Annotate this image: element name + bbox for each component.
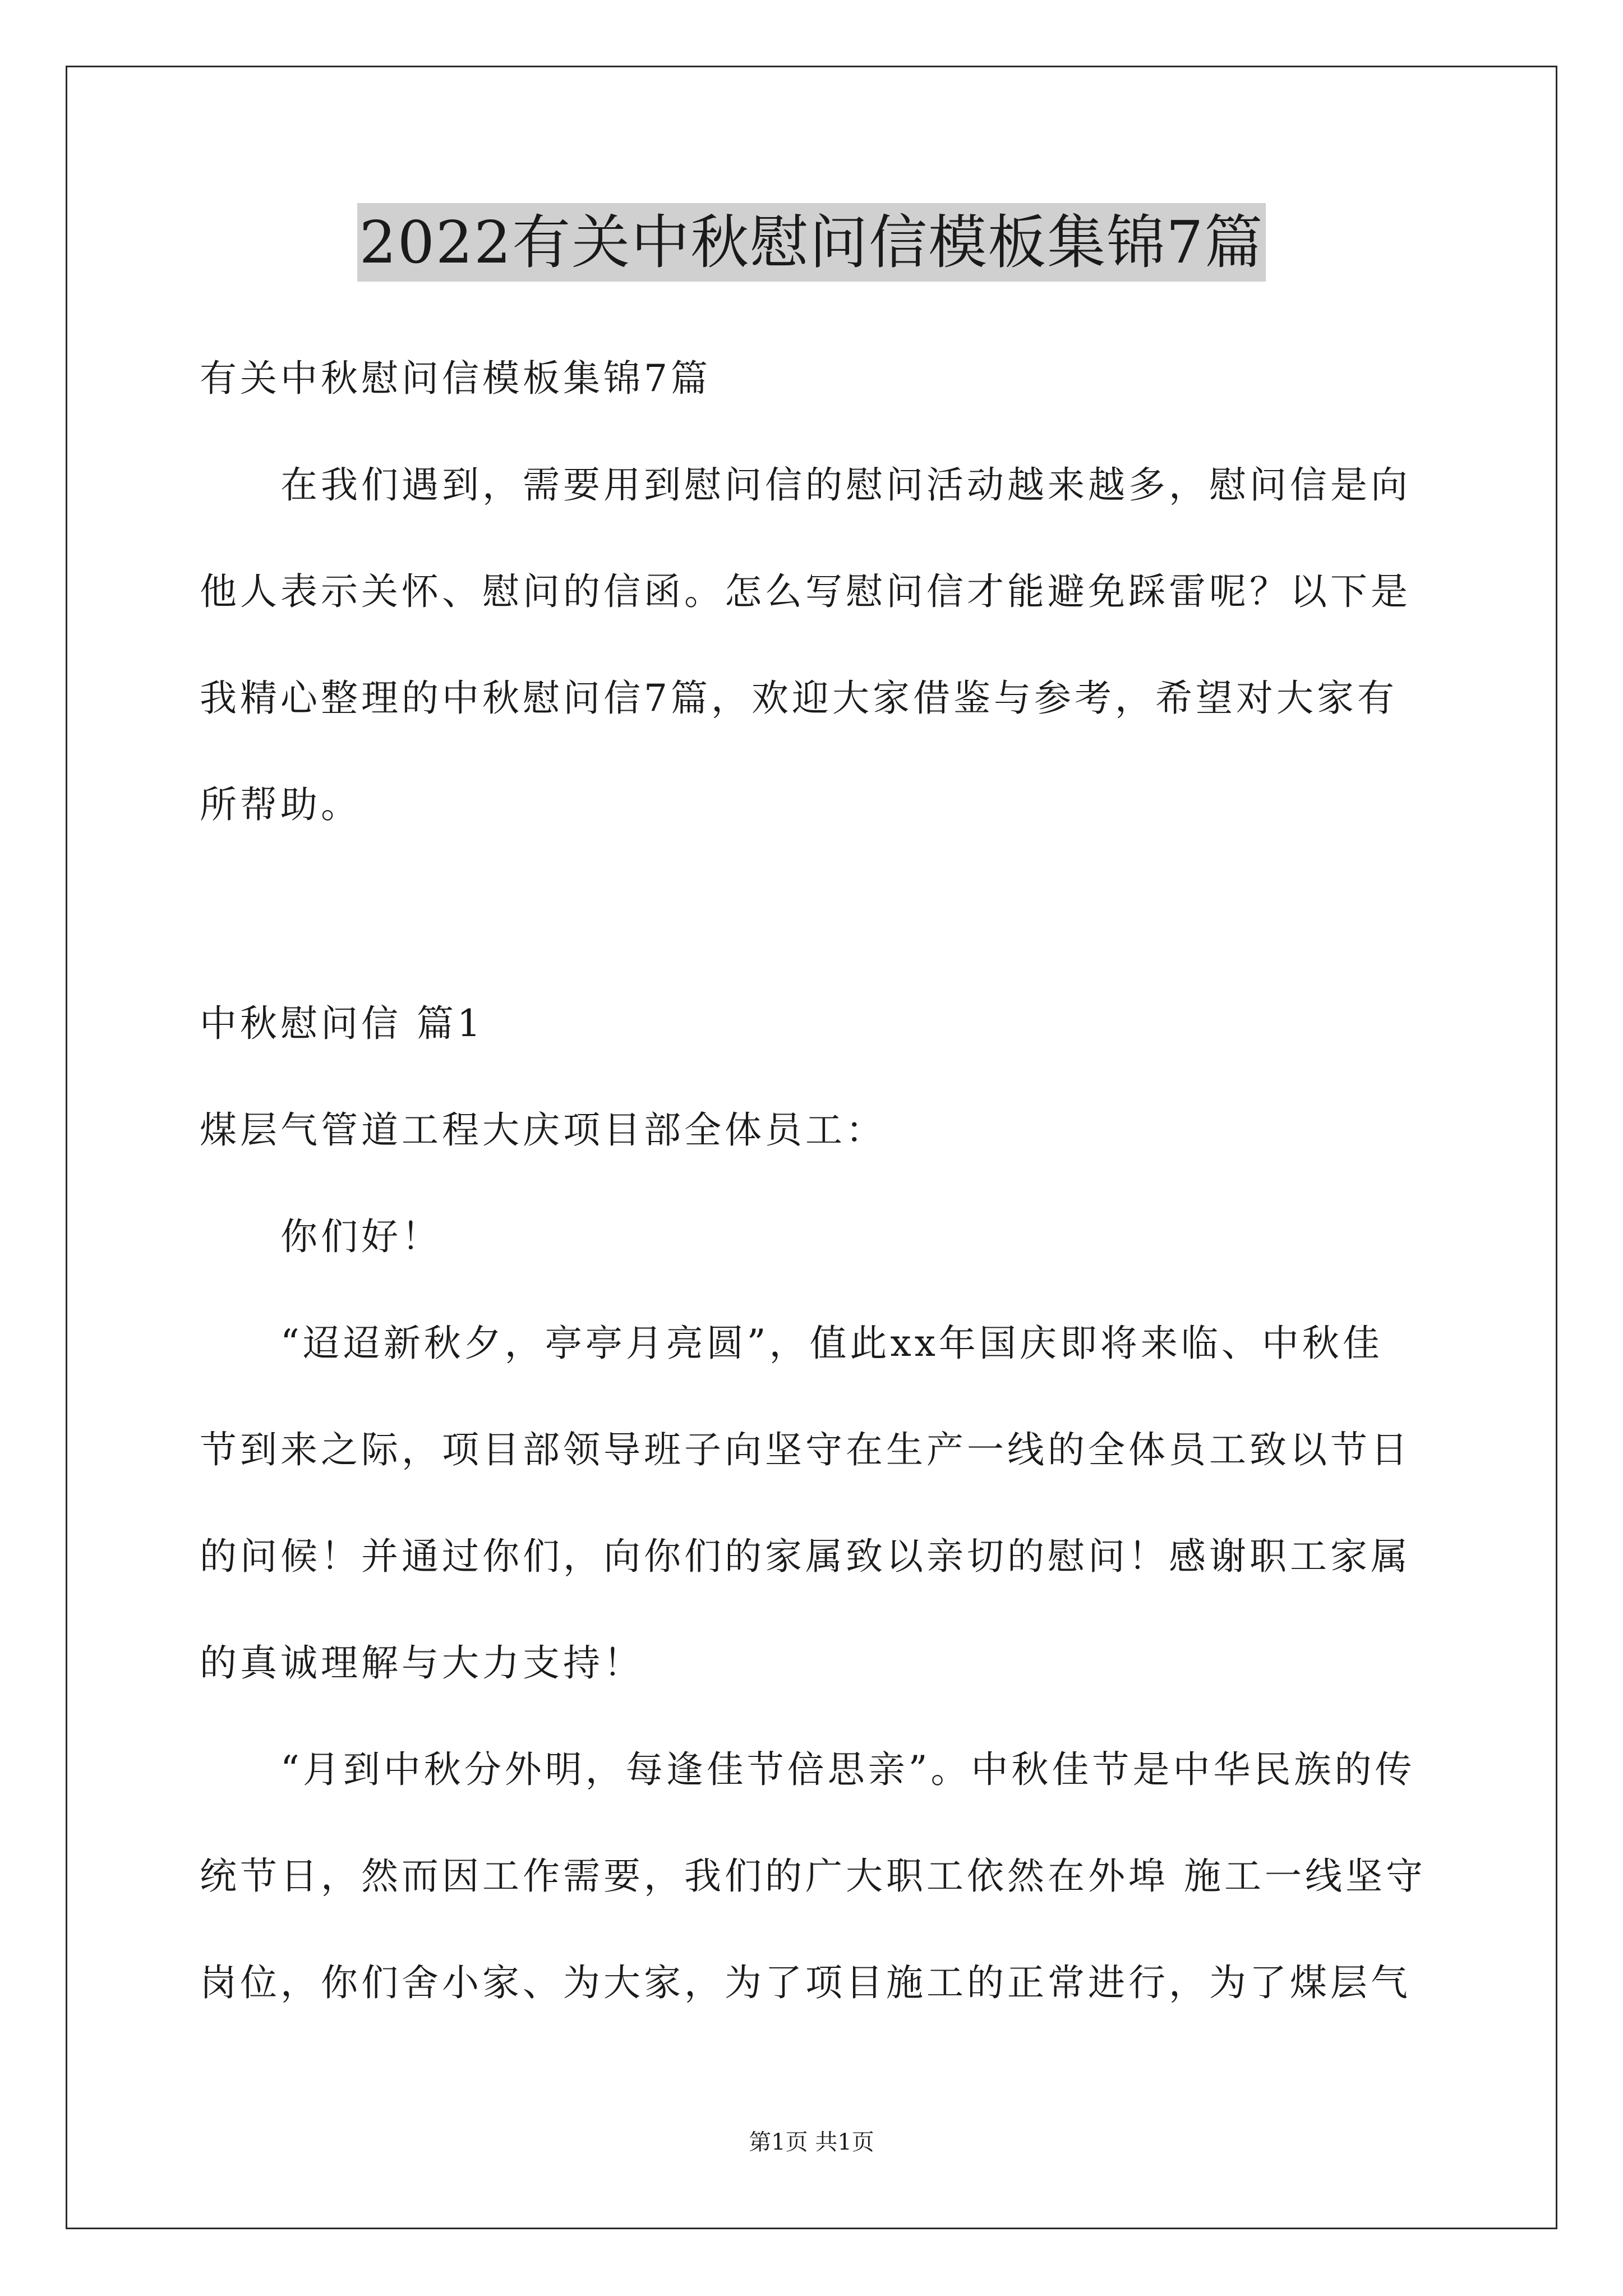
salutation: 煤层气管道工程大庆项目部全体员工： xyxy=(200,1108,886,1152)
intro-line: 所帮助。 xyxy=(200,783,361,826)
intro-line: 我精心整理的中秋慰问信7篇，欢迎大家借鉴与参考，希望对大家有 xyxy=(200,677,1398,720)
paragraph-line: “迢迢新秋夕，亭亭月亮圆”，值此xx年国庆即将来临、中秋佳 xyxy=(280,1322,1383,1365)
paragraph-line: 岗位，你们舍小家、为大家，为了项目施工的正常进行，为了煤层气 xyxy=(200,1961,1411,2004)
page-footer: 第1页 共1页 xyxy=(749,2129,874,2155)
greeting: 你们好！ xyxy=(280,1215,442,1258)
paragraph-line: 的问候！并通过你们，向你们的家属致以亲切的慰问！感谢职工家属 xyxy=(200,1535,1411,1578)
intro-line: 在我们遇到，需要用到慰问信的慰问活动越来越多，慰问信是向 xyxy=(280,463,1411,507)
intro-line: 他人表示关怀、慰问的信函。怎么写慰问信才能避免踩雷呢？以下是 xyxy=(200,570,1411,613)
paragraph-line: 的真诚理解与大力支持！ xyxy=(200,1641,644,1685)
title-container xyxy=(0,203,1623,282)
section-heading: 中秋慰问信 篇1 xyxy=(200,1002,484,1045)
paragraph-line: 统节日，然而因工作需要，我们的广大职工依然在外埠 施工一线坚守 xyxy=(200,1855,1426,1898)
paragraph-line: “月到中秋分外明，每逢佳节倍思亲”。中秋佳节是中华民族的传 xyxy=(280,1748,1415,1791)
paragraph-line: 节到来之际，项目部领导班子向坚守在生产一线的全体员工致以节日 xyxy=(200,1428,1411,1471)
document-title: 2022有关中秋慰问信模板集锦7篇 xyxy=(357,203,1266,282)
subtitle: 有关中秋慰问信模板集锦7篇 xyxy=(200,357,711,400)
